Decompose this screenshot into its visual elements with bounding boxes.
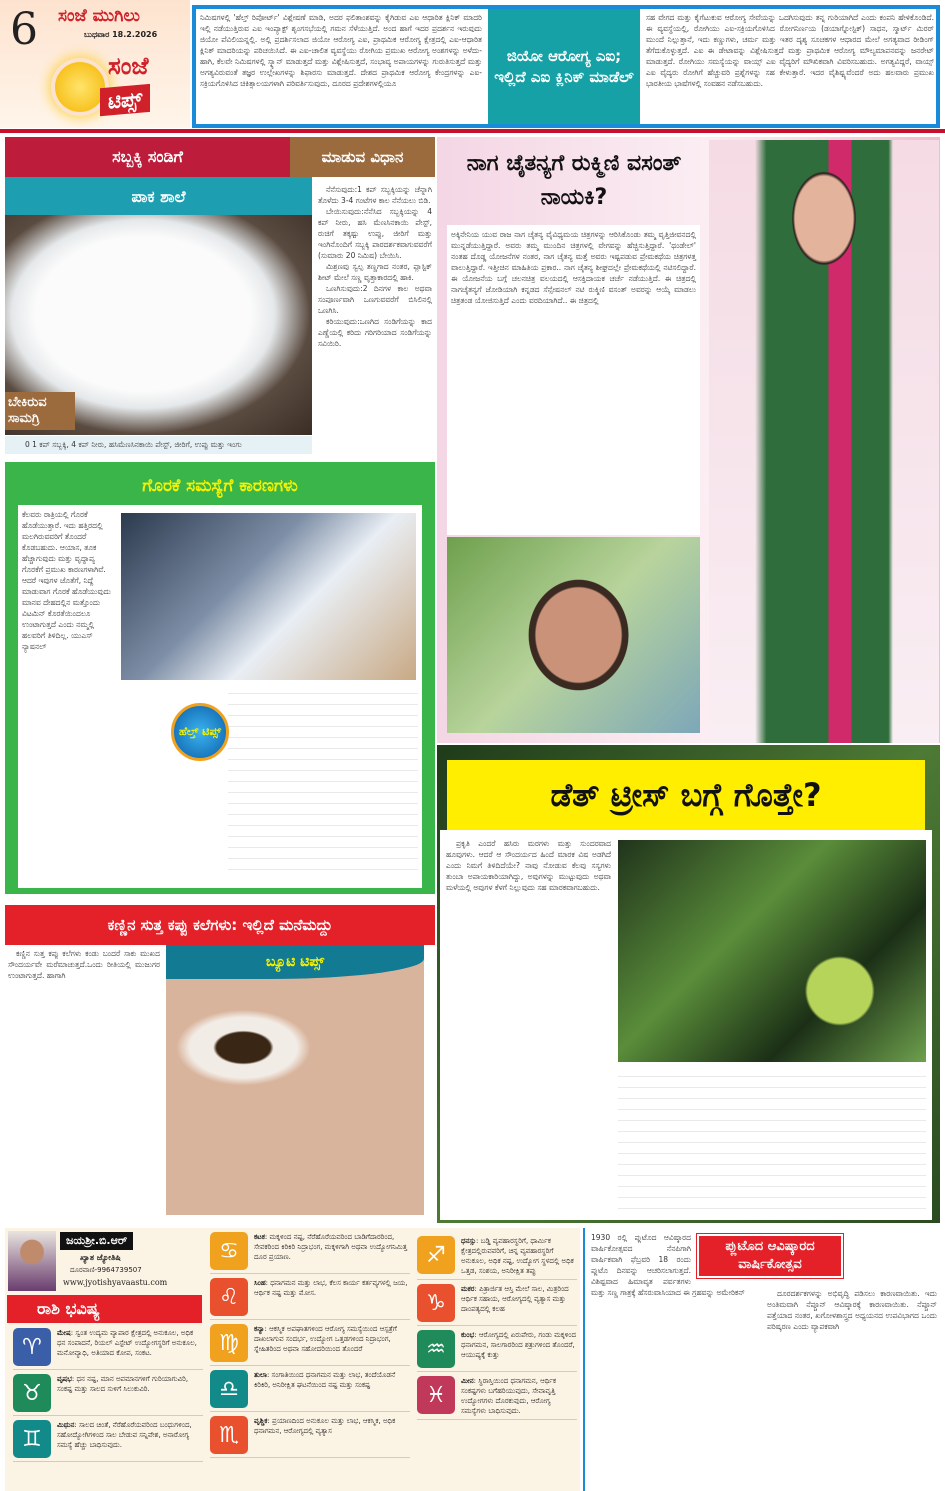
scorpio-icon: ♏ [210, 1416, 248, 1454]
article-title: ಡೆತ್ ಟ್ರೀಸ್ ಬಗ್ಗೆ ಗೊತ್ತೇ? [447, 760, 925, 830]
sign-text: ಮಿಥುನ: ಸಾಲದ ಚಿಂತೆ, ನೆರೆಹೊರೆಯವರಿಂದ ಬಂಧುಗಳಿಂದ, ಸಹೋದ್ಯೋಗಿಗಳಿಂದ ಸಾಲ ಬೇಡುವ ಸನ್ನಿವೇಶ, ಅನಾರೋಗ್ಯ ಸಮಸ್ಯೆ ಹೆಚ್ಚು ಬಾಧಿಸುವುದು. [57, 1421, 192, 1449]
sign-name: ಮೇಷ [57, 1329, 71, 1337]
astrologer-role: ಖ್ಯಾತ ಜ್ಯೋತಿಷಿ [80, 1253, 121, 1262]
sign-name: ಕನ್ಯಾ [254, 1325, 265, 1333]
step: ಕರಿಯುವುದು:ಒಣಗಿದ ಸಂಡಿಗೆಯನ್ನು ಕಾದ ಎಣ್ಣೆಯಲ್ಲಿ ಕರಿದು ಗರಿಗರಿಯಾದ ಸಂಡಿಗೆಯನ್ನು ಸವಿಯಿರಿ. [318, 317, 432, 348]
article-title: ನಾಗ ಚೈತನ್ಯಗೆ ರುಕ್ಮಿಣಿ ವಸಂತ್ ನಾಯಕಿ? [466, 151, 682, 210]
sign-text: ಮಕರ: ಪಿತ್ರಾರ್ಜಿತ ಆಸ್ತಿ ಮೇಲೆ ಸಾಲ, ಮಿತ್ರರಿಂದ ಆರ್ಥಿಕ ಸಹಾಯ, ಆರೋಗ್ಯದಲ್ಲಿ ವ್ಯತ್ಯಾಸ ಮತ್ತು ದಾಂಪತ್ಯದಲ್ಲಿ ಕಲಹ [461, 1285, 569, 1313]
sagittarius-icon: ♐ [417, 1236, 455, 1274]
sleeping-man-photo [121, 513, 416, 680]
sign-text: ತುಲಾ: ಸಂಗಾತಿಯಿಂದ ಧನಾಗಮನ ಮತ್ತು ಲಾಭ, ತಂದೆಯೊಡನೆ ಕಿರಿಕಿರಿ, ಅನಿರೀಕ್ಷಿತ ಘಟನೆಯಿಂದ ನಷ್ಟ ಮತ್ತು ಸಂಕಷ್ಟ [254, 1371, 396, 1389]
taurus-icon: ♉ [13, 1374, 51, 1412]
article-title: ಗೊರಕೆ ಸಮಸ್ಯೆಗೆ ಕಾರಣಗಳು [142, 476, 298, 496]
sign-prediction: ಆಕಸ್ಮಿಕ ಅಪಘಾತಗಳಿಂದ ಆರೋಗ್ಯ ಸಮಸ್ಯೆಯಿಂದ ಆಸ್ಪತ್ರೆಗೆ ದಾಖಲಾಗುವ ಸಂದರ್ಭ, ಉದ್ಯೋಗ ಒತ್ತಡಗಳಿಂದ ನಿದ್ರಾಭಂಗ, ಸ್ನೇಹಿತರಿಂದ ಅಥವಾ ಸಹೋದರಿಯಿಂದ ತೊಂದರೆ [254, 1325, 397, 1353]
naga-article [437, 137, 940, 743]
sign-capricorn [417, 1284, 577, 1326]
method-steps [318, 184, 432, 454]
section-title-line2: ಟಿಪ್ಸ್ [100, 84, 150, 116]
sign-text: ಸಿಂಹ: ಧನಾಗಮನ ಮತ್ತು ಲಾಭ, ಕೆಲಸ ಕಾರ್ಯ ಕರ್ತವ್ಯಗಳಲ್ಲಿ ಜಯ, ಆರ್ಥಿಕ ನಷ್ಟ ಮತ್ತು ಮೋಸ. [254, 1279, 408, 1297]
virgo-icon: ♍ [210, 1324, 248, 1362]
date: ಬುಧವಾರ 18.2.2026 [84, 30, 158, 39]
ingredients-label: ಬೇಕಿರುವ ಸಾಮಗ್ರಿ [5, 392, 75, 430]
sign-name: ಮೀನ [461, 1377, 474, 1385]
pluto-article [583, 1228, 940, 1491]
sign-text: ಕುಂಭ: ಆರೋಗ್ಯದಲ್ಲಿ ಏರುಪೇರು, ಗಂಡು ಮಕ್ಕಳಿಂದ ಧನಾಗಮನ, ಸಾಲಗಾರರಿಂದ ಶತ್ರುಗಳಿಂದ ತೊಂದರೆ, ಆಯುಷ್ಯಕ್ಕೆ ಕುತ್ತು [461, 1331, 577, 1359]
leo-icon: ♌ [210, 1278, 248, 1316]
sign-name: ಮಿಥುನ [57, 1421, 75, 1429]
sign-prediction: ಸ್ವಂತ ಉದ್ಯಮ ವ್ಯಾಪಾರ ಕ್ಷೇತ್ರದಲ್ಲಿ ಅನುಕೂಲ, ಅಧಿಕ ಧನ ಸಂಪಾದನೆ, ರಿಯಲ್ ಎಸ್ಟೇಟ್ ಉದ್ಯೋಗಸ್ಥರಿಗೆ ಅನುಕೂಲ, ಮನೋವ್ಯಾಧಿ, ಅತಿಯಾದ ಕೋಪ, ಸಂಕಟ. [57, 1329, 197, 1357]
sign-text: ಮೇಷ: ಸ್ವಂತ ಉದ್ಯಮ ವ್ಯಾಪಾರ ಕ್ಷೇತ್ರದಲ್ಲಿ ಅನುಕೂಲ, ಅಧಿಕ ಧನ ಸಂಪಾದನೆ, ರಿಯಲ್ ಎಸ್ಟೇಟ್ ಉದ್ಯೋಗಸ್ಥರಿಗೆ ಅನುಕೂಲ, ಮನೋವ್ಯಾಧಿ, ಅತಿಯಾದ ಕೋಪ, ಸಂಕಟ. [57, 1329, 197, 1357]
rukmini-vasanth-photo [709, 140, 939, 743]
article-body: ನಿಮಿಷಗಳಲ್ಲಿ 'ಹೆಲ್ತ್ ರಿಪೋರ್ಟ್' ವಿಶ್ಲೇಷಣೆ ಮಾಡಿ, ಅದರ ಫಲಿತಾಂಶವನ್ನು ಕೈಗಿಡುವ ಎಐ ಆಧಾರಿತ ಕ್ಲಿನಿಕ್ ಮಾದರಿ ಇಲ್ಲಿ ನಡೆಯುತ್ತಿರುವ ಎಐ ಇಂಪ್ಯಾಕ್ಟ್ ಶೃಂಗಸಭೆಯಲ್ಲಿ ಗಮನ ಸೆಳೆಯುತ್ತಿದೆ. ಅಂದ ಹಾಗೆ ಇದರ ಪ್ರದರ್ಶನ ಇರುವುದು ಜಿಯೋ ಪೆವಿಲಿಯನ್ನಲ್ಲಿ. ಅಲ್ಲಿ ಪ್ರದರ್ಶಿಸಲಾದ ಜಿಯೋ ಆರೋಗ್ಯ ಎಐ, ಪ್ರಾಥಮಿಕ ಆರೋಗ್ಯ ಕ್ಷೇತ್ರದಲ್ಲಿ ಎಐ-ಆಧಾರಿತ ಕ್ಲಿನಿಕ್ ಮಾದರಿಯನ್ನು ಪರಿಚಯಿಸಿದೆ. ಈ ಎಐ-ಚಾಲಿತ ವ್ಯವಸ್ಥೆಯು ರೋಗಿಯ ಪ್ರಮುಖ ಆರೋಗ್ಯ ಅಂಶಗಳನ್ನು ಅಳೆದು- ಹಾಗಿ, ಕೆಲವೇ ನಿಮಿಷಗಳಲ್ಲಿ ಸ್ಕ್ಯಾನ್ ಮಾಡುತ್ತದೆ ಮತ್ತು ವಿಶ್ಲೇಷಿಸುತ್ತದೆ, ಸಂಭಾವ್ಯ ಅಪಾಯಗಳನ್ನು ಗುರುತಿಸುತ್ತದೆ ಮತ್ತು ಅಗತ್ಯವಿರುವಂತೆ ತಜ್ಞರ ಉಲ್ಲೇಖಗಳನ್ನು ಶಿಫಾರಸು ಮಾಡುತ್ತದೆ. ದೇಶದ ಪ್ರಾಥಮಿಕ ಆರೋಗ್ಯ ಕೇಂದ್ರಗಳನ್ನು ಎಐ-ಸಕ್ರಿಯಗೊಳಿಸಿದ ಚಿಕಿತ್ಸಾಲಯಗಳಾಗಿ ಪರಿವರ್ತಿಸುವುದು, ದೂರದ ಪ್ರದೇಶಗಳಲ್ಲಿಯೂ [200, 13, 482, 88]
sign-column [210, 1232, 410, 1462]
sign-prediction: ಧನ ನಷ್ಟ, ಮಾನ ಅಪಮಾನಗಳಿಗೆ ಗುರಿಯಾಗುವಿರಿ, ಸಂಕಷ್ಟ ಮತ್ತು ಸಾಲದ ಸುಳಿಗೆ ಸಿಲುಕುವಿರಿ. [57, 1375, 189, 1393]
bulb-icon [55, 62, 105, 112]
beauty-tips-badge: ಬ್ಯೂಟಿ ಟಿಪ್ಸ್ [166, 945, 424, 979]
step: ಬೇಯಿಸುವುದು:ನೆನೆಸಿದ ಸಬ್ಬಕ್ಕಿಯನ್ನು 4 ಕಪ್ ನೀರು, ಹಸಿ ಮೆಣಸಿನಕಾಯಿ ಪೇಸ್ಟ್, ರುಚಿಗೆ ತಕ್ಕಷ್ಟು ಉಪ್ಪು, ಜೀರಿಗೆ ಮತ್ತು ಇಂಗಿನೊಂದಿಗೆ ಸಬ್ಬಕ್ಕಿ ಪಾರದರ್ಶಕವಾಗುವವರೆಗೆ (ಸುಮಾರು 20 ನಿಮಿಷ) ಬೇಯಿಸಿ. [318, 207, 432, 260]
sign-text: ವೃಷಭ: ಧನ ನಷ್ಟ, ಮಾನ ಅಪಮಾನಗಳಿಗೆ ಗುರಿಯಾಗುವಿರಿ, ಸಂಕಷ್ಟ ಮತ್ತು ಸಾಲದ ಸುಳಿಗೆ ಸಿಲುಕುವಿರಿ. [57, 1375, 189, 1393]
sign-text: ವೃಶ್ಚಿಕ: ಪ್ರಯಾಣದಿಂದ ಅನುಕೂಲ ಮತ್ತು ಲಾಭ, ಆಕಸ್ಮಿಕ, ಅಧಿಕ ಧನಾಗಮನ, ಆರೋಗ್ಯದಲ್ಲಿ ವ್ಯತ್ಯಾಸ [254, 1417, 396, 1435]
page-number: 6 [10, 4, 38, 55]
sign-name: ತುಲಾ [254, 1371, 267, 1379]
section-title-line1: ಸಂಜೆ [108, 52, 149, 80]
article-panel [440, 830, 932, 1220]
sign-column [417, 1236, 577, 1424]
sign-prediction: ಬಡ್ಡಿ ವ್ಯವಹಾರಸ್ಥರಿಗೆ, ಧಾರ್ಮಿಕ ಕ್ಷೇತ್ರದಲ್ಲಿರುವವರಿಗೆ, ಚಿನ್ನ ವ್ಯವಹಾರಸ್ಥರಿಗೆ ಅನುಕೂಲ, ಅಧಿಕ ನಷ್ಟ, ಉದ್ಯೋಗ ಸ್ಥಳದಲ್ಲಿ ಅಧಿಕ ಒತ್ತಡ, ಸಂಶಯ, ಅನಿರೀಕ್ಷಿತ ತಪ್ಪು [461, 1237, 574, 1275]
article-body-continued [228, 685, 418, 880]
astrologer-phone: ದೂರವಾಣಿ-9964739507 [70, 1266, 142, 1274]
sign-name: ಸಿಂಹ [254, 1279, 266, 1287]
astrologer-website[interactable]: www.jyotishyavaastu.com [63, 1278, 168, 1287]
method-label: ಮಾಡುವ ವಿಧಾನ [290, 137, 435, 177]
sign-taurus [13, 1374, 203, 1416]
pisces-icon: ♓ [417, 1376, 455, 1414]
sign-cancer [210, 1232, 410, 1274]
eye-photo [166, 945, 424, 1215]
cancer-icon: ♋ [210, 1232, 248, 1270]
horoscope-section [5, 1228, 580, 1491]
beauty-body: ಕಣ್ಣಿನ ಸುತ್ತ ಕಪ್ಪು ಕಲೆಗಳು ಕಂಡು ಬಂದರೆ ಸಾಕು ಮುಖದ ಸೌಂದರ್ಯವೇ ಮರೆಮಾಚುತ್ತದೆ.ಒಂದು ರೀತಿಯಲ್ಲಿ ಮುಜುಗರ ಉಂಟಾಗುತ್ತದೆ. ಹಾಗಾಗಿ [8, 949, 160, 980]
sign-name: ಧನಸ್ಸು [461, 1237, 477, 1245]
astrologer-photo [8, 1231, 56, 1291]
aquarius-icon: ♒ [417, 1330, 455, 1368]
snoring-article [5, 462, 435, 894]
manchineel-fruit-photo [618, 840, 926, 1062]
sign-prediction: ಆರೋಗ್ಯದಲ್ಲಿ ಏರುಪೇರು, ಗಂಡು ಮಕ್ಕಳಿಂದ ಧನಾಗಮನ, ಸಾಲಗಾರರಿಂದ ಶತ್ರುಗಳಿಂದ ತೊಂದರೆ, ಆಯುಷ್ಯಕ್ಕೆ ಕುತ್ತು [461, 1331, 577, 1359]
article-body: 1930 ರಲ್ಲಿ ಪ್ಲುಟೊದ ಆವಿಷ್ಕಾರದ ವಾರ್ಷಿಕೋತ್ಸವದ ನೆನಪಿಗಾಗಿ ವಾರ್ಷಿಕವಾಗಿ ಫೆಬ್ರವರಿ 18 ರಂದು ಪ್ಲುಟೊ ದಿನವನ್ನು ಆಚರಿಸಲಾಗುತ್ತದೆ. ವಿಶಿಷ್ಟವಾದ ಹಿಮಾವೃತ ಪರ್ವತಗಳು ಮತ್ತು ಸಣ್ಣ ಗಾತ್ರಕ್ಕೆ ಹೆಸರುವಾಸಿಯಾದ ಈ ಗ್ರಹವನ್ನು ಅಮೇರಿಕನ್ [591, 1233, 745, 1297]
sign-name: ಕುಂಭ [461, 1331, 475, 1339]
section-label: ಪಾಕ ಶಾಲೆ [5, 177, 312, 217]
sign-prediction: ಸಾಲದ ಚಿಂತೆ, ನೆರೆಹೊರೆಯವರಿಂದ ಬಂಧುಗಳಿಂದ, ಸಹೋದ್ಯೋಗಿಗಳಿಂದ ಸಾಲ ಬೇಡುವ ಸನ್ನಿವೇಶ, ಅನಾರೋಗ್ಯ ಸಮಸ್ಯೆ ಹೆಚ್ಚು ಬಾಧಿಸುವುದು. [57, 1421, 192, 1449]
sign-scorpio [210, 1416, 410, 1458]
article-body: ಕೆಲವರು ರಾತ್ರಿಯಲ್ಲಿ ಗೊರಕೆ ಹೊಡೆಯುತ್ತಾರೆ. ಇದು ಹತ್ತಿರದಲ್ಲಿ ಮಲಗಿರುವವರಿಗೆ ತೊಂದರೆ ಕೊಡಬಹುದು. ಆಯಾಸ, ತೂಕ ಹೆಚ್ಚಾಗುವುದು ಮತ್ತು ವೃದ್ಧಾಪ್ಯ ಗೊರಕೆಗೆ ಪ್ರಮುಖ ಕಾರಣಗಳಾಗಿವೆ. ಆದರೆ ಇವುಗಳ ಜೊತೆಗೆ, ನಿದ್ದೆ ಮಾಡುವಾಗ ಗೊರಕೆ ಹೊಡೆಯುವುದು ಮಾನವ ದೇಹದಲ್ಲಿನ ಮತ್ತೊಂದು ವಿಟಮಿನ್ ಕೊರತೆಯಿಂದಲೂ ಉಂಟಾಗುತ್ತದೆ ಎಂದು ನಮ್ಮಲ್ಲಿ ಹಲವರಿಗೆ ತಿಳಿದಿಲ್ಲ. ಯುಎಸ್ ನ್ಯಾಷನಲ್ [22, 510, 111, 651]
article-body-right: ಸಹ ವೇಗದ ಮತ್ತು ಕೈಗೆಟುಕುವ ಆರೋಗ್ಯ ಸೇವೆಯನ್ನು ಒದಗಿಸುವುದು ತನ್ನ ಗುರಿಯಾಗಿದೆ ಎಂದು ಕಂಪನಿ ಹೇಳಿಕೊಂಡಿದೆ. ಈ ವ್ಯವಸ್ಥೆಯಲ್ಲಿ, ರೋಗಿಯು ಎಐ-ಸಕ್ರಿಯಗೊಳಿಸಿದ ರೋಗನಿರ್ಣಯ (ಡಯಾಗ್ನೋಸ್ಟಿಕ್) ಸಾಧನ, ಸ್ಮಾರ್ಟ್ ಮಿರರ್ ಮುಂದೆ ನಿಲ್ಲುತ್ತಾನೆ, ಇದು ಕಣ್ಣುಗಳು, ಚರ್ಮ ಮತ್ತು ಇತರ ದೃಶ್ಯ ಸೂಚಕಗಳ ಆಧಾರದ ಮೇಲೆ ಅಗತ್ಯವಾದ ರೀಡಿಂಗ್ ತೆಗೆದುಕೊಳ್ಳುತ್ತದೆ. ಎಐ ಈ ಡೇಟಾವನ್ನು ವಿಶ್ಲೇಷಿಸುತ್ತದೆ ಮತ್ತು ಪ್ರಾಥಮಿಕ ಆರೋಗ್ಯ ಮೌಲ್ಯಮಾಪನವನ್ನು ಜನರೇಟ್ ಮಾಡುತ್ತದೆ. ರೋಗಿಯು ಸಮಸ್ಯೆಯನ್ನು ವಾಯ್ಸ್ ಎಐ ವೈದ್ಯರಿಗೆ ಮೌಖಿಕವಾಗಿ ವಿವರಿಸಬಹುದು. ಅಗತ್ಯವಿದ್ದರೆ, ವಾಯ್ಸ್ ಎಐ ವೈದ್ಯರು ರೋಗಿಗೆ ಹೆಚ್ಚುವರಿ ಪ್ರಶ್ನೆಗಳನ್ನು ಸಹ ಕೇಳುತ್ತಾರೆ. ಇದರ ವೈಶಿಷ್ಟ್ಯವೆಂದರೆ ಅದು ಹಲವಾರು ಪ್ರಮುಖ ಭಾರತೀಯ ಭಾಷೆಗಳಲ್ಲಿ ಸಂವಹನ ನಡೆಸಬಹುದು. [646, 13, 934, 88]
astrologer-name: ಜಯಶ್ರೀ.ಬಿ.ಆರ್ [60, 1232, 133, 1250]
sign-leo [210, 1278, 410, 1320]
sign-text: ಕನ್ಯಾ: ಆಕಸ್ಮಿಕ ಅಪಘಾತಗಳಿಂದ ಆರೋಗ್ಯ ಸಮಸ್ಯೆಯಿಂದ ಆಸ್ಪತ್ರೆಗೆ ದಾಖಲಾಗುವ ಸಂದರ್ಭ, ಉದ್ಯೋಗ ಒತ್ತಡಗಳಿಂದ ನಿದ್ರಾಭಂಗ, ಸ್ನೇಹಿತರಿಂದ ಅಥವಾ ಸಹೋದರಿಯಿಂದ ತೊಂದರೆ [254, 1325, 397, 1353]
sign-aries [13, 1328, 203, 1370]
naga-chaitanya-photo [447, 537, 700, 733]
sign-text: ಮೀನ: ಸ್ಥಿರಾಸ್ತಿಯಿಂದ ಧನಾಗಮನ, ಆರ್ಥಿಕ ಸಂಕಷ್ಟಗಳು ಬಗೆಹರಿಯುವುದು, ಸೇವಾವೃತ್ತಿ ಉದ್ಯೋಗಗಳು ದೊರಕುವುದು, ಆರೋಗ್ಯ ಸಮಸ್ಯೆಗಳು ಬಾಧಿಸುವುದು. [461, 1377, 557, 1415]
capricorn-icon: ♑ [417, 1284, 455, 1322]
sign-name: ಮಕರ [461, 1285, 475, 1293]
sign-sagittarius [417, 1236, 577, 1280]
sign-prediction: ಧನಾಗಮನ ಮತ್ತು ಲಾಭ, ಕೆಲಸ ಕಾರ್ಯ ಕರ್ತವ್ಯಗಳಲ್ಲಿ ಜಯ, ಆರ್ಥಿಕ ನಷ್ಟ ಮತ್ತು ಮೋಸ. [254, 1279, 408, 1297]
gemini-icon: ♊ [13, 1420, 51, 1458]
ai-clinic-article [192, 5, 940, 128]
step: ನೆನೆಸುವುದು:1 ಕಪ್ ಸಬ್ಬಕ್ಕಿಯನ್ನು ಚೆನ್ನಾಗಿ ತೊಳೆದು 3-4 ಗಂಟೆಗಳ ಕಾಲ ನೆನೆಯಲು ಬಿಡಿ. [318, 185, 432, 205]
divider [0, 129, 945, 133]
step: ಒಣಗಿಸುವುದು:2 ದಿನಗಳ ಕಾಲ ಅಥವಾ ಸಂಪೂರ್ಣವಾಗಿ ಒಣಗುವವರೆಗೆ ಬಿಸಿಲಿನಲ್ಲಿ ಒಣಗಿಸಿ. [318, 284, 432, 315]
masthead [0, 0, 190, 128]
sign-prediction: ಪಿತ್ರಾರ್ಜಿತ ಆಸ್ತಿ ಮೇಲೆ ಸಾಲ, ಮಿತ್ರರಿಂದ ಆರ್ಥಿಕ ಸಹಾಯ, ಆರೋಗ್ಯದಲ್ಲಿ ವ್ಯತ್ಯಾಸ ಮತ್ತು ದಾಂಪತ್ಯದಲ್ಲಿ ಕಲಹ [461, 1285, 569, 1313]
sign-name: ವೃಷಭ [57, 1375, 72, 1383]
sign-prediction: ಮಕ್ಕಳಿಂದ ನಷ್ಟ, ನೆರೆಹೊರೆಯವರಿಂದ ಬಾಡಿಗೆದಾರರಿಂದ, ಸೇವಕರಿಂದ ಕಿರಿಕಿರಿ ನಿದ್ರಾಭಂಗ, ಮಕ್ಕಳಿಗಾಗಿ ಅಥವಾ ಉದ್ಯೋಗನಿಮಿತ್ತ ದೂರ ಪ್ರಯಾಣ. [254, 1233, 408, 1261]
recipe-title: ಸಬ್ಬಕ್ಕಿ ಸಂಡಿಗೆ [5, 137, 290, 177]
section-title: ರಾಶಿ ಭವಿಷ್ಯ [7, 1295, 202, 1323]
sign-name: ಕಟಕ [254, 1233, 265, 1241]
article-body-right: ದೂರದರ್ಶಕಗಳನ್ನು ಅಭಿವೃದ್ಧಿ ಪಡಿಸಲು ಕಾರಣವಾಯಿತು. ಇದು ಅಂತಿಮವಾಗಿ ನೆಪ್ಚೂನ್ ಆವಿಷ್ಕಾರಕ್ಕೆ ಕಾರಣವಾಯಿತು. ನೆಪ್ಚೂನ್ ಪತ್ತೆಯಾದ ನಂತರ, ಖಗೋಳಶಾಸ್ತ್ರದ ಅಧ್ಯಯನದ ಉಪವಿಭಾಗದ ಒಂದು ಪರಿಷ್ಕರಣ ಎಂದು ವ್ಯಾಪಕವಾಗಿ [767, 1289, 937, 1331]
ingredients: 0 1 ಕಪ್ ಸಬ್ಬಕ್ಕಿ, 4 ಕಪ್ ನೀರು, ಹಸಿಮೆಣಸಿನಕಾಯಿ ಪೇಸ್ಟ್, ಜೀರಿಗೆ, ಉಪ್ಪು ಮತ್ತು ಇಂಗು [5, 436, 312, 454]
sign-text: ಧನಸ್ಸು: ಬಡ್ಡಿ ವ್ಯವಹಾರಸ್ಥರಿಗೆ, ಧಾರ್ಮಿಕ ಕ್ಷೇತ್ರದಲ್ಲಿರುವವರಿಗೆ, ಚಿನ್ನ ವ್ಯವಹಾರಸ್ಥರಿಗೆ ಅನುಕೂಲ, ಅಧಿಕ ನಷ್ಟ, ಉದ್ಯೋಗ ಸ್ಥಳದಲ್ಲಿ ಅಧಿಕ ಒತ್ತಡ, ಸಂಶಯ, ಅನಿರೀಕ್ಷಿತ ತಪ್ಪು [461, 1237, 574, 1275]
aries-icon: ♈ [13, 1328, 51, 1366]
sign-pisces [417, 1376, 577, 1420]
step: ಮಿಶ್ರಣವು ಸ್ವಲ್ಪ ತಣ್ಣಗಾದ ನಂತರ, ಪ್ಲಾಸ್ಟಿಕ್ ಶೀಟ್ ಮೇಲೆ ಸಣ್ಣ ವೃತ್ತಾಕಾರದಲ್ಲಿ ಹಾಕಿ. [318, 262, 432, 282]
article-body: ಪ್ರಕೃತಿ ಎಂದರೆ ಹಸಿರು ಮರಗಳು ಮತ್ತು ಸುಂದರವಾದ ಹೂವುಗಳು. ಆದರೆ ಆ ಸೌಂದರ್ಯದ ಹಿಂದೆ ಮಾರಕ ವಿಷ ಅಡಗಿದೆ ಎಂದು ನಿಮಗೆ ತಿಳಿದಿದೆಯೇ? ನಾವು ನೋಡುವ ಕೆಲವು ಸಸ್ಯಗಳು ತುಂಬಾ ಅಪಾಯಕಾರಿಯಾಗಿದ್ದು, ಅವುಗಳನ್ನು ಮುಟ್ಟುವುದು ಅಥವಾ ಮಳೆಯಲ್ಲಿ ಅವುಗಳ ಕೆಳಗೆ ನಿಲ್ಲುವುದು ಸಹ ಮಾರಕವಾಗಬಹುದು. [446, 839, 611, 892]
paper-name: ಸಂಜೆ ಮುಗಿಲು [58, 6, 140, 26]
death-tree-article [437, 745, 940, 1223]
health-tips-badge: ಹೆಲ್ತ್ ಟಿಪ್ಸ್ [171, 703, 229, 761]
sign-prediction: ಸ್ಥಿರಾಸ್ತಿಯಿಂದ ಧನಾಗಮನ, ಆರ್ಥಿಕ ಸಂಕಷ್ಟಗಳು ಬಗೆಹರಿಯುವುದು, ಸೇವಾವೃತ್ತಿ ಉದ್ಯೋಗಗಳು ದೊರಕುವುದು, ಆರೋಗ್ಯ ಸಮಸ್ಯೆಗಳು ಬಾಧಿಸುವುದು. [461, 1377, 557, 1415]
sign-prediction: ಸಂಗಾತಿಯಿಂದ ಧನಾಗಮನ ಮತ್ತು ಲಾಭ, ತಂದೆಯೊಡನೆ ಕಿರಿಕಿರಿ, ಅನಿರೀಕ್ಷಿತ ಘಟನೆಯಿಂದ ನಷ್ಟ ಮತ್ತು ಸಂಕಷ್ಟ [254, 1371, 396, 1389]
sign-text: ಕಟಕ: ಮಕ್ಕಳಿಂದ ನಷ್ಟ, ನೆರೆಹೊರೆಯವರಿಂದ ಬಾಡಿಗೆದಾರರಿಂದ, ಸೇವಕರಿಂದ ಕಿರಿಕಿರಿ ನಿದ್ರಾಭಂಗ, ಮಕ್ಕಳಿಗಾಗಿ ಅಥವಾ ಉದ್ಯೋಗನಿಮಿತ್ತ ದೂರ ಪ್ರಯಾಣ. [254, 1233, 408, 1261]
beauty-title: ಕಣ್ಣಿನ ಸುತ್ತ ಕಪ್ಪು ಕಲೆಗಳು: ಇಲ್ಲಿದೆ ಮನೆಮದ್ದು [5, 905, 435, 945]
sign-virgo [210, 1324, 410, 1366]
sign-name: ವೃಶ್ಚಿಕ [254, 1417, 268, 1425]
article-panel [18, 505, 422, 888]
article-title: ಜಿಯೋ ಆರೋಗ್ಯ ಎಐ; ಇಲ್ಲಿದೆ ಎಐ ಕ್ಲಿನಿಕ್ ಮಾಡೆಲ್ [488, 9, 640, 124]
article-title: ಪ್ಲುಟೊದ ಆವಿಷ್ಕಾರದ ವಾರ್ಷಿಕೋತ್ಸವ [697, 1234, 843, 1278]
article-body-continued [618, 1068, 926, 1213]
sign-libra [210, 1370, 410, 1412]
sign-gemini [13, 1420, 203, 1462]
article-body: ಅಕ್ಕಿನೇನಿಯ ಯುವ ರಾಜ ನಾಗ ಚೈತನ್ಯ ವೈವಿಧ್ಯಮಯ ಚಿತ್ರಗಳನ್ನು ಆರಿಸಿಕೊಂಡು ತಮ್ಮ ವೃತ್ತಿಜೀವನದಲ್ಲಿ ಮುನ್ನಡೆಯುತ್ತಿದ್ದಾರೆ. ಅವರು ತಮ್ಮ ಮುಂದಿನ ಚಿತ್ರಗಳಲ್ಲಿ ವೇಗವನ್ನು ಹೆಚ್ಚಿಸುತ್ತಿದ್ದಾರೆ. 'ಥಂಡೇಲ್' ನಂತಹ ದೊಡ್ಡ ಯೋಜನೆಗಳ ನಂತರ, ನಾಗ ಚೈತನ್ಯ ಮತ್ತೆ ಅವರು ಇಷ್ಟಪಡುವ ಪ್ರೇಮಕಥೆಯ ಚಿತ್ರಗಳತ್ತ ವಾಲುತ್ತಿದ್ದಾರೆ. ಇತ್ತೀಚಿನ ಮಾಹಿತಿಯ ಪ್ರಕಾರ.. ನಾಗ ಚೈತನ್ಯ ಶೀಘ್ರದಲ್ಲೇ ಪ್ರೇಮಕಥೆಯಲ್ಲಿ ನಟಿಸಲಿದ್ದಾರೆ. ಈ ಯೋಜನೆಯ ಬಗ್ಗೆ ಚಲನಚಿತ್ರ ವಲಯದಲ್ಲಿ ಆಸಕ್ತಿದಾಯಕ ಚರ್ಚೆ ನಡೆಯುತ್ತಿದೆ. ಈ ಚಿತ್ರದಲ್ಲಿ ನಾಗಚೈತನ್ಯಗೆ ಜೋಡಿಯಾಗಿ ಕನ್ನಡದ ಸೆನ್ಸೇಷನಲ್ ನಟಿ ರುಕ್ಮಿಣಿ ವಸಂತ್ ಅವರನ್ನು ಆಯ್ಕೆ ಮಾಡಲು ಚಿತ್ರತಂಡ ಯೋಜಿಸುತ್ತಿದೆ ಎಂದು ವರದಿಯಾಗಿದೆ.. ಈ ಚಿತ್ರದಲ್ಲಿ [447, 225, 700, 535]
sign-prediction: ಪ್ರಯಾಣದಿಂದ ಅನುಕೂಲ ಮತ್ತು ಲಾಭ, ಆಕಸ್ಮಿಕ, ಅಧಿಕ ಧನಾಗಮನ, ಆರೋಗ್ಯದಲ್ಲಿ ವ್ಯತ್ಯಾಸ [254, 1417, 396, 1435]
sign-aquarius [417, 1330, 577, 1372]
libra-icon: ♎ [210, 1370, 248, 1408]
sign-column [13, 1328, 203, 1466]
